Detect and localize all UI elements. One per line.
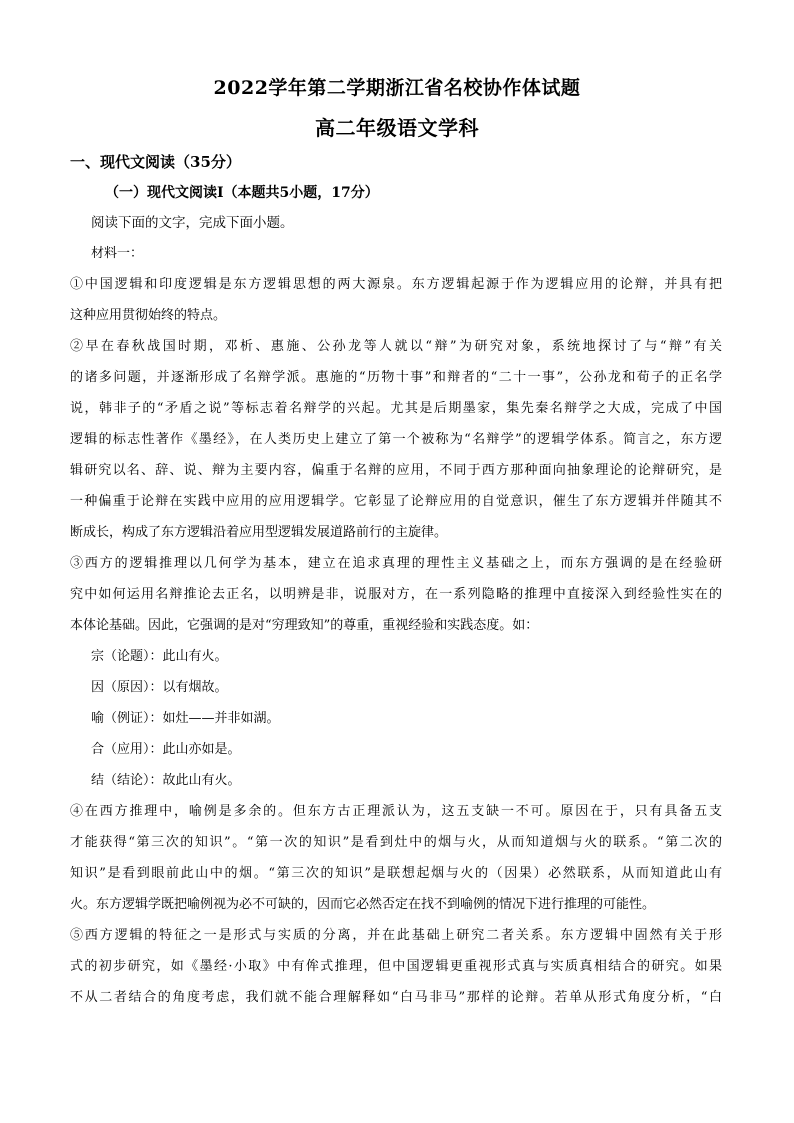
subsection-heading: （一）现代文阅读Ⅰ（本题共5小题，17分） bbox=[105, 185, 379, 201]
paragraph-line: 一种偏重于论辩在实践中应用的应用逻辑学。它彰显了论辩应用的自觉意识，催生了东方逻辑并伴随其不 bbox=[70, 494, 722, 509]
paragraph-line: 辑研究以名、辞、说、辩为主要内容，偏重于名辩的应用，不同于西方那种面向抽象理论的论辩研究，是 bbox=[70, 463, 722, 478]
paragraph-line: 说，韩非子的“矛盾之说”等标志着名辩学的兴起。尤其是后期墨家，集先秦名辩学之大成，完成了中国 bbox=[70, 401, 722, 416]
paragraph-line: ②早在春秋战国时期，邓析、惠施、公孙龙等人就以“辩”为研究对象，系统地探讨了与“辩”有关 bbox=[70, 339, 722, 354]
paragraph-line: 究中如何运用名辩推论去正名，以明辨是非，说服对方，在一系列隐略的推理中直接深入到经验性实在的 bbox=[70, 587, 722, 602]
document-subtitle: 高二年级语文学科 bbox=[315, 116, 479, 140]
paragraph-line: 断成长，构成了东方逻辑沿着应用型逻辑发展道路前行的主旋律。 bbox=[70, 525, 448, 540]
document-title: 2022学年第二学期浙江省名校协作体试题 bbox=[213, 77, 581, 99]
section-heading: 一、现代文阅读（35分） bbox=[70, 153, 241, 171]
paragraph-line: 知识”是看到眼前此山中的烟。“第三次的知识”是联想起烟与火的（因果）必然联系，从而知道此山有 bbox=[70, 866, 722, 881]
paragraph-line: 这种应用贯彻始终的特点。 bbox=[70, 308, 227, 323]
paragraph-line: ⑤西方逻辑的特征之一是形式与实质的分离，并在此基础上研究二者关系。东方逻辑中固然有关于形 bbox=[70, 928, 722, 943]
paragraph-line: ①中国逻辑和印度逻辑是东方逻辑思想的两大源泉。东方逻辑起源于作为逻辑应用的论辩，并具有把 bbox=[70, 277, 722, 292]
syllogism-line: 合（应用）：此山亦如是。 bbox=[91, 742, 241, 757]
paragraph-line: 的诸多问题，并逐渐形成了名辩学派。惠施的“历物十事”和辩者的“二十一事”，公孙龙和荀子的正名学 bbox=[70, 370, 722, 385]
paragraph-line: 逻辑的标志性著作《墨经》，在人类历史上建立了第一个被称为“名辩学”的逻辑学体系。简言之，东方逻 bbox=[70, 432, 722, 447]
paragraph-line: 式的初步研究，如《墨经·小取》中有侔式推理，但中国逻辑更重视形式真与实质真相结合的研究。如果 bbox=[70, 959, 722, 974]
syllogism-line: 结（结论）：故此山有火。 bbox=[91, 773, 241, 788]
paragraph-line: ④在西方推理中，喻例是多余的。但东方古正理派认为，这五支缺一不可。原因在于，只有具备五支 bbox=[70, 804, 722, 819]
syllogism-line: 喻（例证）：如灶——并非如湖。 bbox=[91, 711, 280, 726]
material-label: 材料一： bbox=[91, 246, 144, 261]
paragraph-line: 才能获得“第三次的知识”。“第一次的知识”是看到灶中的烟与火，从而知道烟与火的联系。“第二次的 bbox=[70, 835, 722, 850]
syllogism-line: 宗（论题）：此山有火。 bbox=[91, 649, 228, 664]
instruction-text: 阅读下面的文字，完成下面小题。 bbox=[91, 215, 294, 231]
paragraph-line: ③西方的逻辑推理以几何学为基本，建立在追求真理的理性主义基础之上，而东方强调的是在经验研 bbox=[70, 556, 722, 571]
paragraph-line: 本体论基础。因此，它强调的是对“穷理致知”的尊重，重视经验和实践态度。如： bbox=[70, 618, 539, 633]
syllogism-line: 因（原因）：以有烟故。 bbox=[91, 680, 228, 695]
paragraph-line: 火。东方逻辑学既把喻例视为必不可缺的，因而它必然否定在找不到喻例的情况下进行推理的可能性。 bbox=[70, 897, 656, 912]
paragraph-line: 不从二者结合的角度考虑，我们就不能合理解释如“白马非马”那样的论辩。若单从形式角度分析，“白 bbox=[70, 990, 722, 1005]
